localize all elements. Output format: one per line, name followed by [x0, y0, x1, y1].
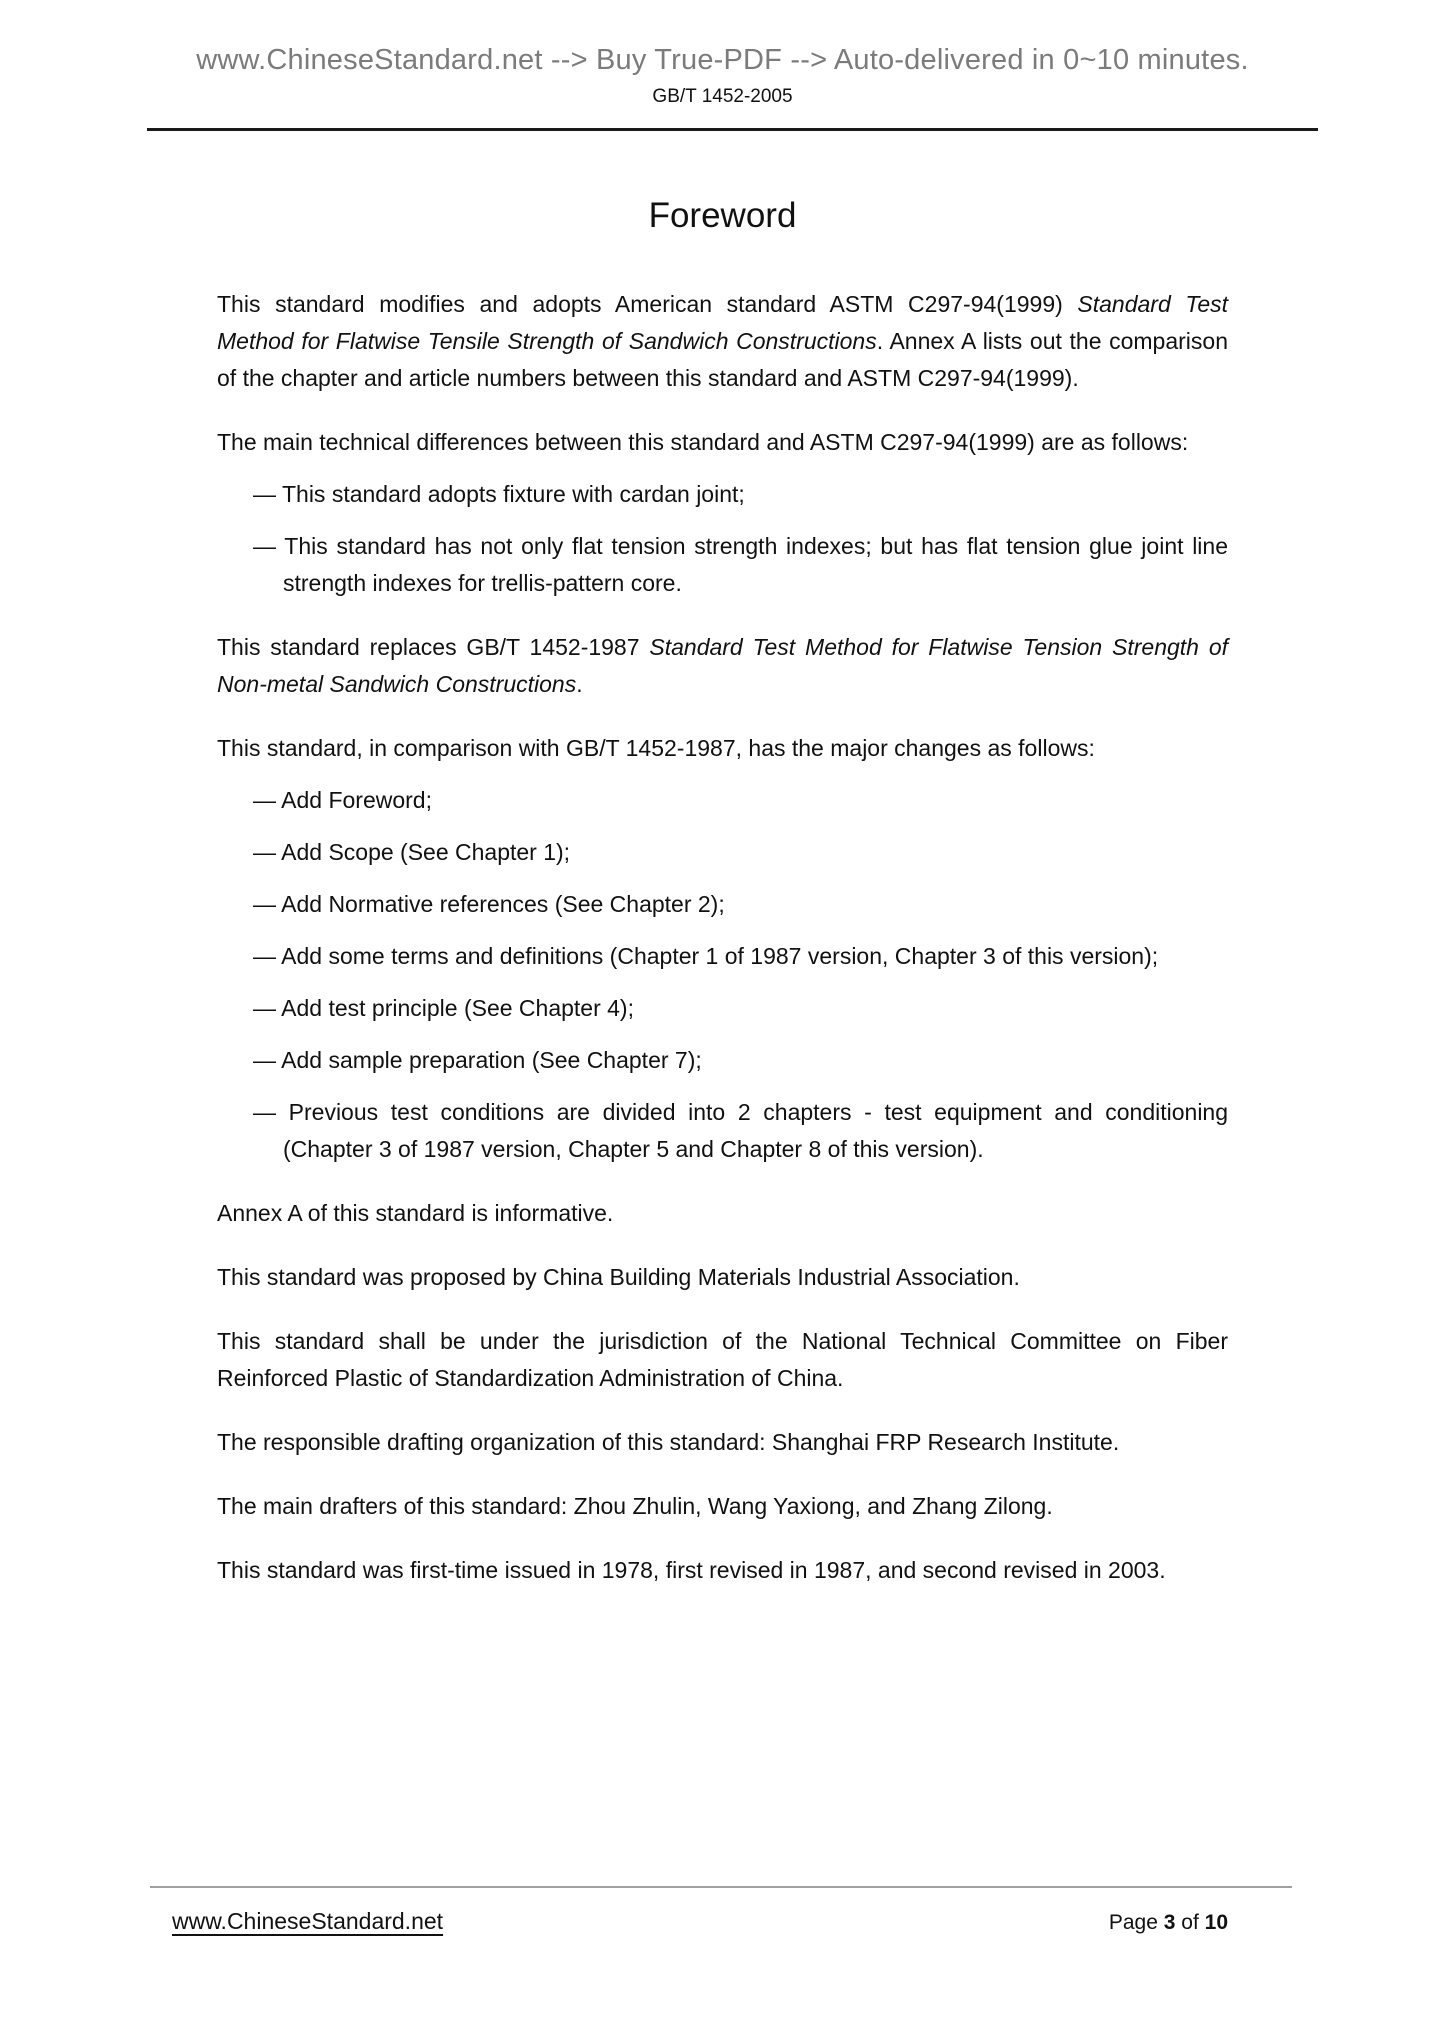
- bullet-item: [253, 528, 1229, 602]
- paragraph: [217, 1195, 1228, 1232]
- text-run: The main drafters of this standard: Zhou Zhulin, Wang Yaxiong, and Zhang Zilong.: [217, 1493, 1053, 1519]
- text-run: This standard replaces GB/T 1452-1987: [217, 634, 650, 660]
- paragraph: [217, 1488, 1228, 1525]
- bullet-dash: —: [253, 943, 282, 969]
- doc-number: GB/T 1452-2005: [652, 86, 793, 107]
- text-run: This standard was proposed by China Building Materials Industrial Association.: [217, 1264, 1020, 1290]
- text-run: The responsible drafting organization of this standard: Shanghai FRP Research Institute.: [217, 1429, 1120, 1455]
- page-indicator-run: 3: [1163, 1911, 1176, 1934]
- text-run: This standard adopts fixture with cardan joint;: [281, 481, 745, 507]
- paragraph: [217, 1552, 1228, 1589]
- bullet-item: [253, 938, 1228, 975]
- bullet-item: [253, 834, 1228, 871]
- bullet-dash: —: [253, 481, 282, 507]
- bullet-dash: —: [253, 1099, 289, 1125]
- bullet-dash: —: [253, 995, 282, 1021]
- page-indicator-run: of: [1175, 1911, 1205, 1934]
- bullet-item: [253, 1094, 1229, 1168]
- bullet-dash: —: [253, 891, 282, 917]
- text-run: The main technical differences between this standard and ASTM C297-94(1999) are as follows:: [217, 429, 1189, 455]
- text-run: Previous test conditions are divided into 2 chapters - test equipment and conditioning (Chapter 3 of 1987 version, Chapter 5 and Chapter 8 of this version).: [283, 1099, 1229, 1162]
- footer-rule: [150, 1886, 1292, 1888]
- bullet-item: [253, 782, 1228, 819]
- header-notice: www.ChineseStandard.net --> Buy True-PDF --> Auto-delivered in 0~10 minutes.: [196, 44, 1249, 76]
- page-indicator-run: 10: [1204, 1911, 1228, 1934]
- text-run: This standard shall be under the jurisdiction of the National Technical Committee on Fiber Reinforced Plastic of Standardization Administration of China.: [217, 1328, 1228, 1391]
- text-run: Add Scope (See Chapter 1);: [281, 839, 571, 865]
- document-body: [217, 286, 1228, 1589]
- paragraph: [217, 1323, 1228, 1397]
- text-run: This standard modifies and adopts American standard ASTM C297-94(1999): [217, 291, 1078, 317]
- text-run: .: [576, 671, 583, 697]
- text-run: This standard, in comparison with GB/T 1452-1987, has the major changes as follows:: [217, 735, 1095, 761]
- text-run: . Annex A lists out the comparison of the chapter and article numbers between this standard and ASTM C297-94(1999).: [217, 328, 1228, 391]
- paragraph: [217, 424, 1228, 461]
- text-run: Add some terms and definitions (Chapter 1 of 1987 version, Chapter 3 of this version);: [281, 943, 1159, 969]
- bullet-item: [253, 886, 1228, 923]
- page-indicator: [1109, 1911, 1228, 1935]
- page-title: Foreword: [648, 196, 797, 235]
- page-footer: [0, 1886, 1445, 1935]
- paragraph: [217, 629, 1228, 703]
- italic-text-run: Standard Test Method for Flatwise Tension Strength of Non-metal Sandwich Constructions: [217, 634, 1229, 697]
- header-rule: [147, 128, 1318, 131]
- bullet-item: [253, 1042, 1228, 1079]
- bullet-item: [253, 476, 1228, 513]
- page-header: [0, 0, 1445, 108]
- footer-row: [0, 1908, 1445, 1935]
- paragraph: [217, 1259, 1228, 1296]
- text-run: Add sample preparation (See Chapter 7);: [281, 1047, 702, 1073]
- paragraph: [217, 730, 1228, 767]
- text-run: Annex A of this standard is informative.: [217, 1200, 614, 1226]
- text-run: This standard was first-time issued in 1978, first revised in 1987, and second revised in 2003.: [217, 1557, 1166, 1583]
- bullet-dash: —: [253, 787, 282, 813]
- bullet-dash: —: [253, 533, 285, 559]
- text-run: Add Foreword;: [281, 787, 432, 813]
- footer-link[interactable]: www.ChineseStandard.net: [172, 1908, 444, 1934]
- page-indicator-run: Page: [1108, 1911, 1164, 1934]
- paragraph: [217, 1424, 1228, 1461]
- bullet-dash: —: [253, 1047, 282, 1073]
- bullet-item: [253, 990, 1228, 1027]
- paragraph: [217, 286, 1228, 397]
- text-run: Add Normative references (See Chapter 2);: [281, 891, 725, 917]
- text-run: Add test principle (See Chapter 4);: [281, 995, 634, 1021]
- bullet-dash: —: [253, 839, 282, 865]
- text-run: This standard has not only flat tension strength indexes; but has flat tension glue joint line strength indexes for trellis-pattern core.: [283, 533, 1229, 596]
- italic-text-run: Standard Test Method for Flatwise Tensile Strength of Sandwich Constructions: [217, 291, 1229, 354]
